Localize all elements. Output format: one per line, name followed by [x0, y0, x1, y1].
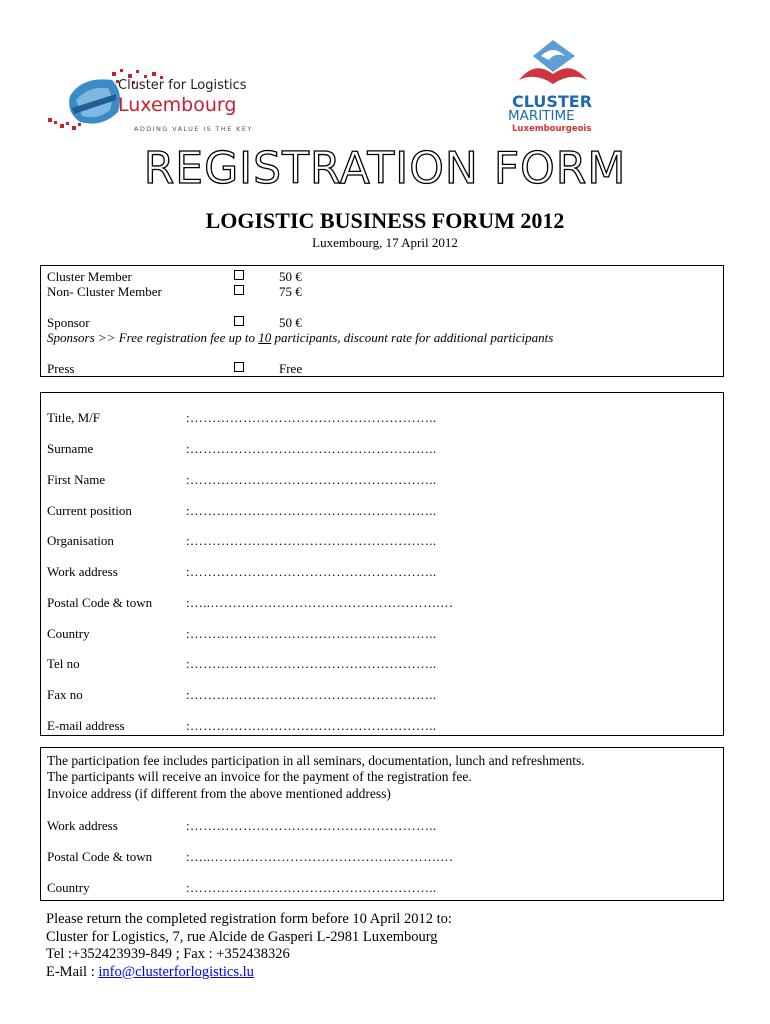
invoice-country-label: Country [47, 880, 90, 895]
sponsor-note-post: participants, discount rate for additional participants [271, 330, 554, 345]
fee-nonmember-price: 75 € [279, 284, 302, 299]
field-position-input[interactable]: :……………………………………………….. [186, 503, 437, 518]
field-country-input[interactable]: :……………………………………………….. [186, 626, 437, 641]
logo-left-tagline: ADDING VALUE IS THE KEY [134, 125, 253, 133]
fee-press-price: Free [279, 361, 303, 376]
field-country-label: Country [47, 626, 90, 641]
event-title: LOGISTIC BUSINESS FORUM 2012 [205, 208, 565, 233]
sponsor-note-count: 10 [258, 330, 272, 345]
invoice-section [40, 747, 724, 901]
personal-info-section [40, 392, 724, 736]
footer-line-2: Cluster for Logistics, 7, rue Alcide de Gasperi L-2981 Luxembourg [46, 928, 438, 945]
fee-press-label: Press [47, 361, 75, 376]
field-fax-label: Fax no [47, 687, 83, 702]
footer-line-3: Tel :+352423939-849 ; Fax : +352438326 [46, 946, 290, 962]
fee-press-checkbox[interactable] [234, 362, 244, 372]
fee-nonmember-checkbox[interactable] [234, 285, 244, 295]
field-postal-label: Postal Code & town [47, 595, 153, 610]
fee-member-label: Cluster Member [47, 269, 132, 284]
invoice-country-input[interactable]: :……………………………………………….. [186, 880, 437, 895]
field-surname-label: Surname [47, 441, 94, 456]
maritime-wave-icon [505, 34, 601, 94]
field-organisation-input[interactable]: :……………………………………………….. [186, 533, 437, 548]
field-organisation-label: Organisation [47, 533, 114, 548]
event-place-date: Luxembourg, 17 April 2012 [312, 235, 458, 250]
invoice-postal-input[interactable]: :…..…………………………………………….… [186, 849, 454, 864]
field-position-label: Current position [47, 503, 132, 518]
invoice-note-2: The participants will receive an invoice for the payment of the registration fee. [47, 769, 472, 784]
field-firstname-label: First Name [47, 472, 106, 487]
invoice-note-3: Invoice address (if different from the above mentioned address) [47, 786, 391, 801]
invoice-note-1: The participation fee includes participation in all seminars, documentation, lunch and refreshments. [47, 753, 585, 768]
field-surname-input[interactable]: :……………………………………………….. [186, 441, 437, 456]
fee-member-price: 50 € [279, 269, 302, 284]
logo-right-line1: CLUSTER [512, 92, 593, 111]
field-postal-input[interactable]: :…..…………………………………………….… [186, 595, 454, 610]
fee-sponsor-label: Sponsor [47, 315, 90, 330]
fee-sponsor-checkbox[interactable] [234, 316, 244, 326]
field-tel-input[interactable]: :……………………………………………….. [186, 656, 437, 671]
footer-line-4 [46, 964, 452, 982]
form-title: REGISTRATION FORM [143, 143, 627, 194]
fee-sponsor-price: 50 € [279, 315, 302, 330]
fee-nonmember-label: Non- Cluster Member [47, 284, 162, 299]
footer-contact [46, 911, 452, 981]
field-title-label: Title, M/F [47, 410, 100, 425]
field-firstname-input[interactable]: :……………………………………………….. [186, 472, 437, 487]
logo-left-line1: Cluster for Logistics [118, 78, 247, 93]
invoice-workaddress-label: Work address [47, 818, 118, 833]
sponsor-note [47, 330, 553, 346]
field-workaddress-input[interactable]: :……………………………………………….. [186, 564, 437, 579]
invoice-workaddress-input[interactable]: :……………………………………………….. [186, 818, 437, 833]
logo-right-line2: MARITIME [508, 108, 575, 124]
footer-email-link[interactable]: info@clusterforlogistics.lu [98, 963, 254, 980]
logo-left-line2: Luxembourg [118, 94, 237, 116]
sponsor-note-pre: Sponsors >> Free registration fee up to [47, 330, 259, 345]
field-email-input[interactable]: :……………………………………………….. [186, 718, 437, 733]
field-workaddress-label: Work address [47, 564, 118, 579]
logo-right-line3: Luxembourgeois [512, 124, 592, 134]
field-title-input[interactable]: :……………………………………………….. [186, 410, 437, 425]
fees-section [40, 265, 724, 377]
field-email-label: E-mail address [47, 718, 125, 733]
invoice-postal-label: Postal Code & town [47, 849, 153, 864]
field-fax-input[interactable]: :……………………………………………….. [186, 687, 437, 702]
field-tel-label: Tel no [47, 656, 80, 671]
footer-line-1: Please return the completed registration form before 10 April 2012 to: [46, 911, 452, 927]
footer-email-label: E-Mail : [46, 963, 99, 980]
fee-member-checkbox[interactable] [234, 270, 244, 280]
